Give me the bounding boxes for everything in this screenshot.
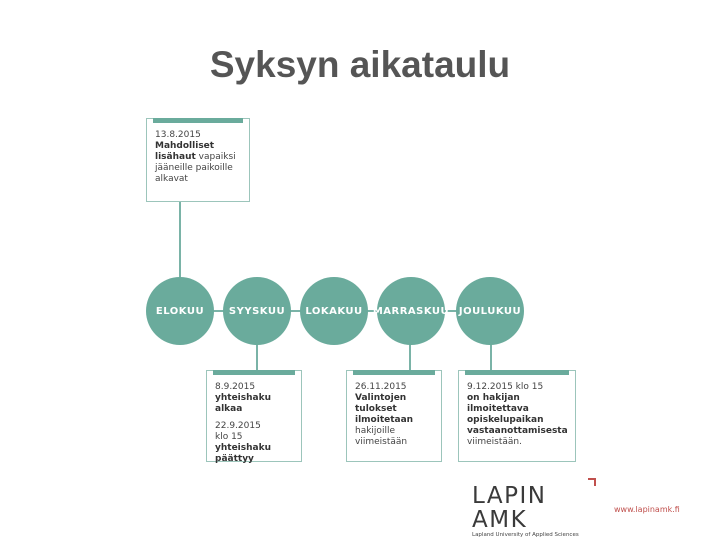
connector-marraskuu bbox=[409, 344, 411, 372]
box-date: 13.8.2015 bbox=[155, 130, 201, 140]
month-circle-elokuu: ELOKUU bbox=[146, 277, 214, 345]
box-date: 9.12.2015 klo 15 bbox=[467, 382, 544, 392]
month-circle-lokakuu: LOKAKUU bbox=[300, 277, 368, 345]
box-entry: 8.9.2015 yhteishaku alkaa bbox=[215, 382, 271, 414]
lapin-amk-logo bbox=[472, 484, 592, 538]
page-title: Syksyn aikataulu bbox=[209, 44, 511, 85]
timeline-box-august bbox=[146, 118, 250, 202]
connector-syyskuu bbox=[256, 344, 258, 372]
website-link[interactable]: www.lapinamk.fi bbox=[614, 505, 680, 514]
timeline-box-december bbox=[458, 370, 576, 462]
month-circle-marraskuu: MARRASKUU bbox=[377, 277, 445, 345]
timeline-box-september bbox=[206, 370, 302, 462]
timeline-box-november bbox=[346, 370, 442, 462]
logo-name: LAPIN AMK bbox=[472, 483, 547, 533]
box-header-bar bbox=[153, 118, 243, 123]
box-date: 26.11.2015 bbox=[355, 382, 407, 392]
box-entry: 22.9.2015 klo 15 yhteishaku päättyy bbox=[215, 421, 271, 464]
logo-subtitle: Lapland University of Applied Sciences bbox=[472, 532, 579, 538]
box-text: Valintojen tulokset ilmoitetaan hakijoille viimeistään bbox=[355, 393, 414, 447]
box-text: on hakijan ilmoitettava opiskelupaikan vastaanottamisesta viimeistään. bbox=[467, 393, 568, 447]
connector-top-box bbox=[179, 200, 181, 277]
box-header-bar bbox=[465, 370, 569, 375]
month-circle-syyskuu: SYYSKUU bbox=[223, 277, 291, 345]
box-text: Mahdolliset lisähaut vapaiksi jääneille paikoille alkavat bbox=[155, 141, 236, 184]
box-header-bar bbox=[213, 370, 295, 375]
month-circle-joulukuu: JOULUKUU bbox=[456, 277, 524, 345]
box-header-bar bbox=[353, 370, 435, 375]
connector-joulukuu bbox=[490, 344, 492, 372]
